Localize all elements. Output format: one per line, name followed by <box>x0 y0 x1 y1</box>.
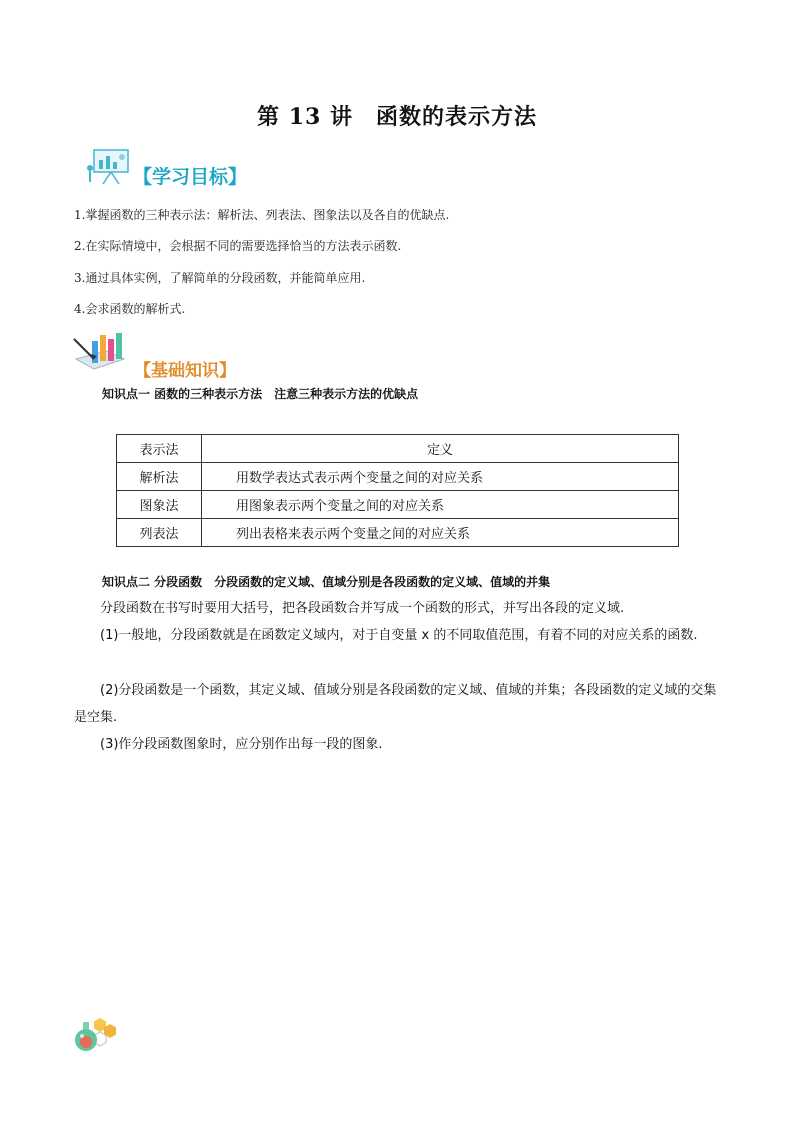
table-cell: 列表法 <box>117 519 202 547</box>
table-row <box>117 519 679 547</box>
paragraph: (2)分段函数是一个函数，其定义域、值域分别是各段函数的定义域、值域的并集；各段函数的定义域的交集是空集. <box>74 683 717 725</box>
table-row <box>117 463 679 491</box>
bar-chart-pen-icon <box>72 329 128 373</box>
table-row <box>117 491 679 519</box>
paragraph: (1)一般地，分段函数就是在函数定义域内，对于自变量 x 的不同取值范围，有着不同的对应关系的函数. <box>100 628 698 643</box>
table-header-cell: 表示法 <box>117 435 202 463</box>
knowledge-point-1: 知识点一 函数的三种表示方法 注意三种表示方法的优缺点 <box>102 387 419 401</box>
page-title: 第 13 讲 函数的表示方法 <box>257 104 537 130</box>
table-cell: 列出表格来表示两个变量之间的对应关系 <box>202 519 679 547</box>
table-cell: 图象法 <box>117 491 202 519</box>
representation-table <box>116 434 679 547</box>
flask-hexagon-logo-icon <box>72 1016 118 1054</box>
goals-heading: 【学习目标】 <box>133 166 248 188</box>
table-header-cell: 定义 <box>202 435 679 463</box>
goal-item: 1.掌握函数的三种表示法：解析法、列表法、图象法以及各自的优缺点. <box>74 208 450 222</box>
paragraph: (3)作分段函数图象时，应分别作出每一段的图象. <box>100 737 383 752</box>
table-cell: 用图象表示两个变量之间的对应关系 <box>202 491 679 519</box>
table-cell: 解析法 <box>117 463 202 491</box>
table-cell: 用数学表达式表示两个变量之间的对应关系 <box>202 463 679 491</box>
goal-item: 3.通过具体实例，了解简单的分段函数，并能简单应用. <box>74 271 366 285</box>
knowledge-point-2: 知识点二 分段函数 分段函数的定义域、值域分别是各段函数的定义域、值域的并集 <box>102 575 551 589</box>
basics-heading: 【基础知识】 <box>134 361 236 381</box>
goal-item: 2.在实际情境中，会根据不同的需要选择恰当的方法表示函数. <box>74 239 402 253</box>
goal-item: 4.会求函数的解析式. <box>74 302 186 316</box>
table-header-row <box>117 435 679 463</box>
paragraph: 分段函数在书写时要用大括号，把各段函数合并写成一个函数的形式，并写出各段的定义域. <box>100 601 625 616</box>
presentation-board-icon <box>86 148 136 186</box>
